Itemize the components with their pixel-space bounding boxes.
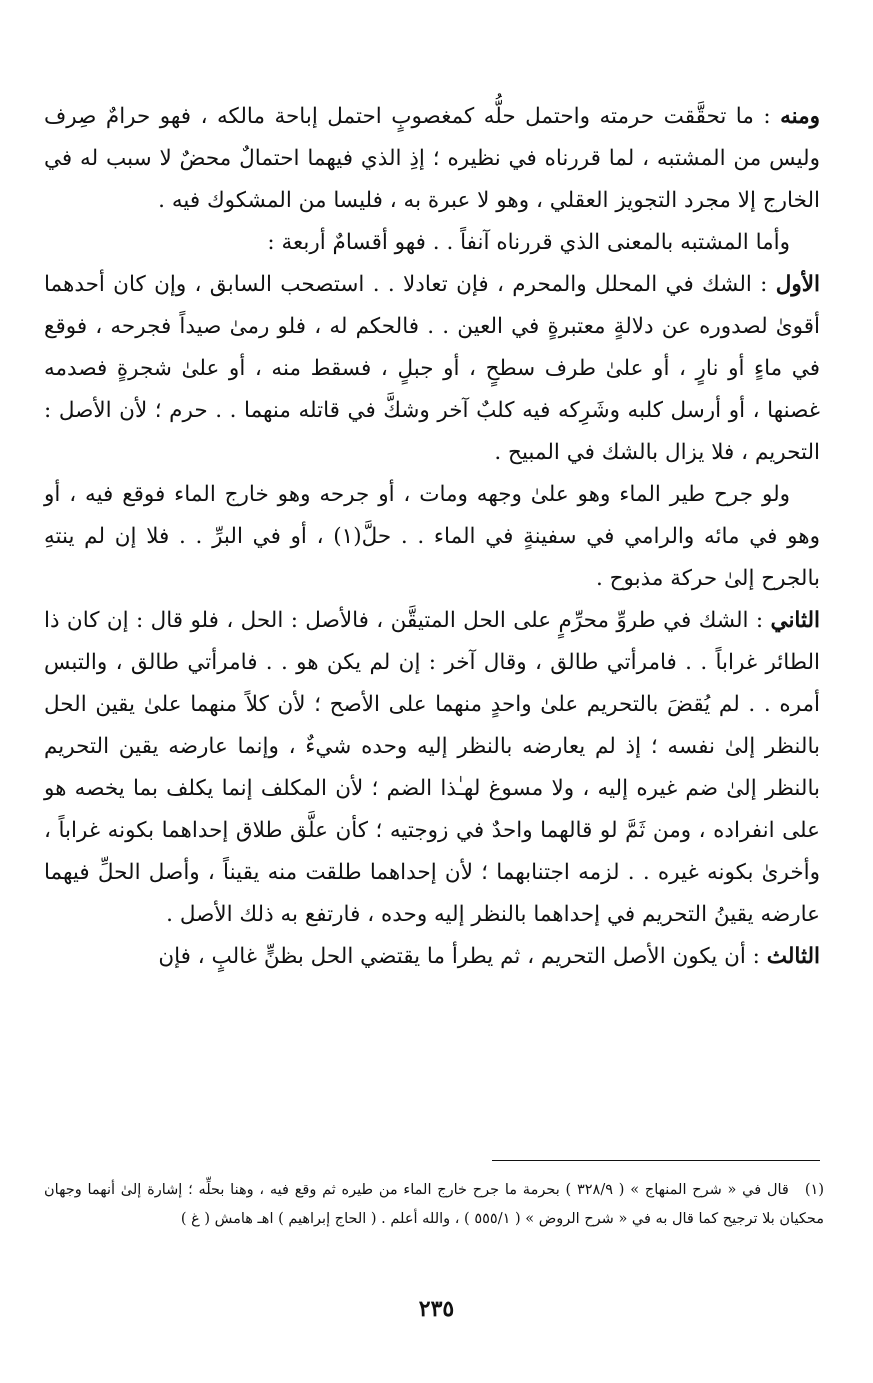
paragraph-lead: ومنه	[780, 104, 820, 129]
paragraph-1	[44, 96, 820, 222]
footnote-text: قال في « شرح المنهاج » ( ٣٢٨/٩ ) بحرمة ما جرح خارج الماء من طيره ثم وقع فيه ، وهنا بحلِّه ؛ إشارة إلىٰ أنهما وجهان محكيان بلا ترجيح كما قال به في « شرح الروض » ( ٥٥٥/١ ) ، والله أعلم . ( الحاج إبراهيم ) اهـ هامش ( غ )	[44, 1182, 824, 1227]
main-text	[44, 96, 820, 1146]
paragraph-lead: الثاني	[770, 608, 820, 633]
paragraph-5	[44, 600, 820, 936]
paragraph-lead: الثالث	[766, 944, 820, 969]
paragraph-text: : الشك في المحلل والمحرم ، فإن تعادلا . . استصحب السابق ، وإن كان أحدهما أقوىٰ لصدوره عن دلالةٍ معتبرةٍ في العين . . فالحكم له ، فلو رمىٰ صيداً فجرحه ، فوقع في ماءٍ أو نارٍ ، أو علىٰ طرف سطحٍ ، أو جبلٍ ، فسقط منه ، أو علىٰ شجرةٍ فصدمه غصنها ، أو أرسل كلبه وشَرِكه فيه كلبٌ آخر وشكَّ في قاتله منهما . . حرم ؛ لأن الأصل : التحريم ، فلا يزال بالشك في المبيح .	[44, 272, 820, 465]
footnote	[44, 1176, 824, 1234]
paragraph-3	[44, 264, 820, 474]
paragraph-4	[44, 474, 820, 600]
paragraph-text: وأما المشتبه بالمعنى الذي قررناه آنفاً . . فهو أقسامٌ أربعة :	[267, 230, 790, 255]
paragraph-text: : ما تحقَّقت حرمته واحتمل حلُّه كمغصوبٍ احتمل إباحة مالكه ، فهو حرامٌ صِرف وليس من المشتبه ، لما قررناه في نظيره ؛ إذِ الذي فيهما احتمالٌ محضٌ لا سبب له في الخارج إلا مجرد التجويز العقلي ، وهو لا عبرة به ، فليسا من المشكوك فيه .	[44, 104, 820, 213]
page-number: ٢٣٥	[418, 1296, 455, 1322]
paragraph-6	[44, 936, 820, 978]
footnote-number: (١)	[804, 1182, 824, 1198]
paragraph-text: ولو جرح طير الماء وهو علىٰ وجهه ومات ، أو جرحه وهو خارج الماء فوقع فيه ، أو وهو في مائه والرامي في سفينةٍ في الماء . . حلَّ(١) ، أو في البرِّ . . فلا إن لم ينتهِ بالجرح إلىٰ حركة مذبوح .	[44, 482, 820, 591]
paragraph-lead: الأول	[775, 272, 820, 297]
footnote-divider	[492, 1160, 820, 1161]
paragraph-text: : أن يكون الأصل التحريم ، ثم يطرأ ما يقتضي الحل بظنٍّ غالبٍ ، فإن	[158, 944, 767, 969]
paragraph-2	[44, 222, 820, 264]
paragraph-text: : الشك في طروِّ محرِّمٍ على الحل المتيقَّن ، فالأصل : الحل ، فلو قال : إن كان ذا الطائر غراباً . . فامرأتي طالق ، وقال آخر : إن لم يكن هو . . فامرأتي طالق ، والتبس أمره . . لم يُقضَ بالتحريم علىٰ واحدٍ منهما على الأصح ؛ لأن كلاً منهما علىٰ يقين الحل بالنظر إلىٰ نفسه ؛ إذ لم يعارضه بالنظر إليه وحده شيءٌ ، وإنما عارضه يقين التحريم بالنظر إلىٰ ضم غيره إليه ، ولا مسوغ لهـٰذا الضم ؛ لأن المكلف إنما يكلف بما يخصه هو على انفراده ، ومن ثَمَّ لو قالهما واحدٌ في زوجتيه ؛ كأن علَّق طلاق إحداهما بكونه غراباً ، وأخرىٰ بكونه غيره . . لزمه اجتنابهما ؛ لأن إحداهما طلقت منه يقيناً ، وأصل الحلِّ فيهما عارضه يقينُ التحريم في إحداهما بالنظر إليه وحده ، فارتفع به ذلك الأصل .	[44, 608, 820, 927]
